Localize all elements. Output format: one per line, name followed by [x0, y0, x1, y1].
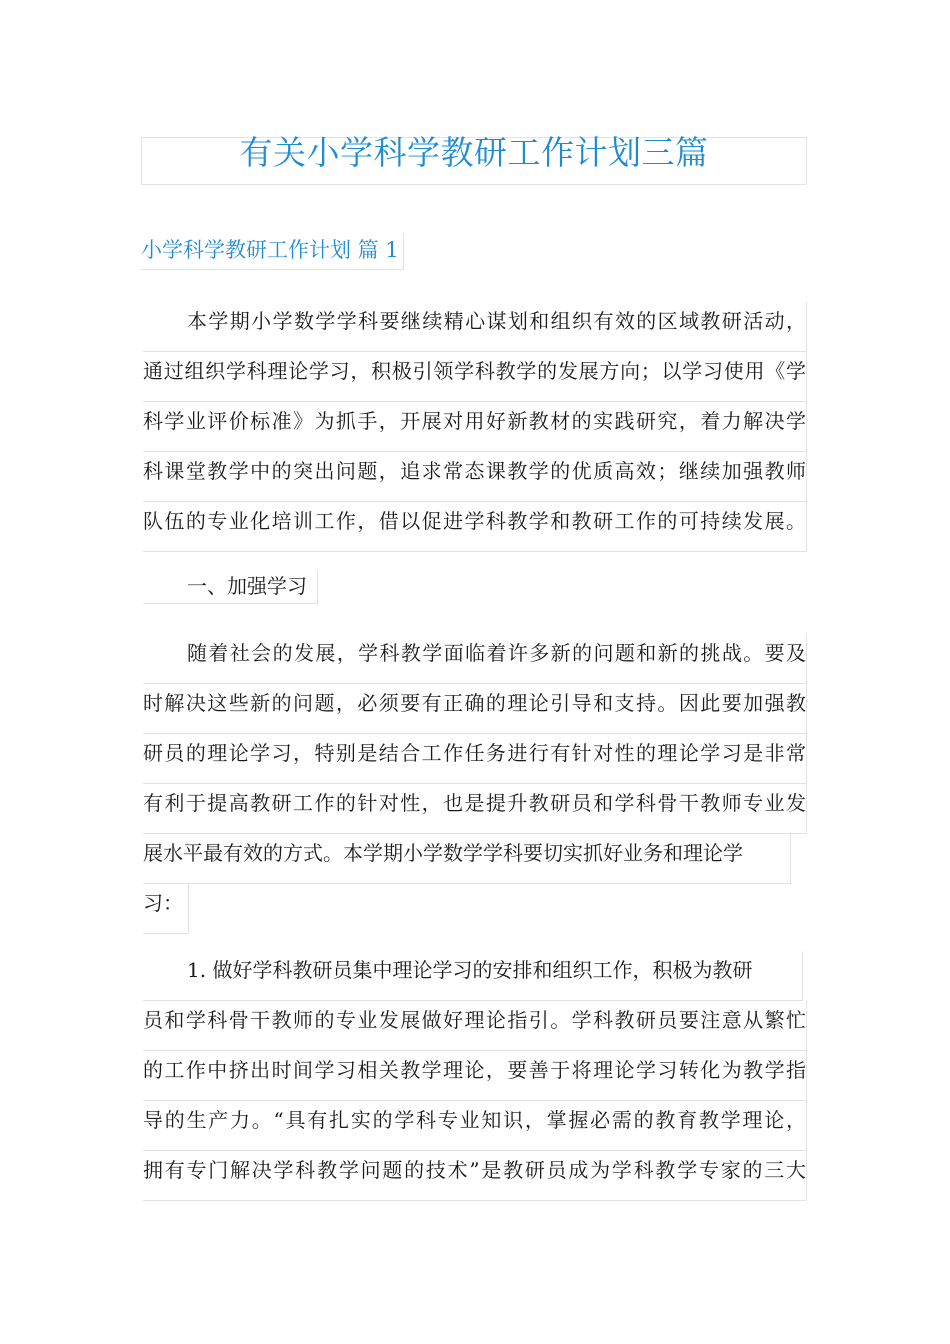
document-title-box: [141, 133, 807, 185]
paragraph-line: 随着社会的发展，学科教学面临着许多新的问题和新的挑战。要及: [143, 634, 807, 684]
paragraph-line: 导的生产力。“具有扎实的学科专业知识，掌握必需的教育教学理论，: [143, 1101, 807, 1151]
paragraph-learning: [143, 634, 807, 934]
paragraph-line: 1. 做好学科教研员集中理论学习的安排和组织工作，积极为教研: [143, 951, 803, 1001]
document-title: 有关小学科学教研工作计划三篇: [239, 133, 709, 172]
paragraph-line: 通过组织学科理论学习，积极引领学科教学的发展方向；以学习使用《学: [143, 352, 807, 402]
paragraph-line: 队伍的专业化培训工作，借以促进学科教学和教研工作的可持续发展。: [143, 502, 807, 552]
paragraph-intro: [143, 302, 807, 552]
paragraph-line: 科课堂教学中的突出问题，追求常态课教学的优质高效；继续加强教师: [143, 452, 807, 502]
paragraph-line: 科学业评价标准》为抓手，开展对用好新教材的实践研究，着力解决学: [143, 402, 807, 452]
paragraph-line: 员和学科骨干教师的专业发展做好理论指引。学科教研员要注意从繁忙: [143, 1001, 807, 1051]
paragraph-line: 拥有专门解决学科教学问题的技术”是教研员成为学科教学专家的三大: [143, 1151, 807, 1201]
paragraph-line: 有利于提高教研工作的针对性，也是提升教研员和学科骨干教师专业发: [143, 784, 807, 834]
paragraph-line: 习：: [143, 884, 189, 934]
paragraph-line: 时解决这些新的问题，必须要有正确的理论引导和支持。因此要加强教: [143, 684, 807, 734]
paragraph-line: 的工作中挤出时间学习相关教学理论，要善于将理论学习转化为教学指: [143, 1051, 807, 1101]
paragraph-line: 展水平最有效的方式。本学期小学数学学科要切实抓好业务和理论学: [143, 834, 791, 884]
paragraph-item-1: [143, 951, 807, 1201]
heading-strengthen-learning: 一、加强学习: [143, 570, 318, 604]
paragraph-line: 本学期小学数学学科要继续精心谋划和组织有效的区域教研活动，: [143, 302, 807, 352]
section-title: 小学科学教研工作计划 篇 1: [141, 233, 404, 270]
paragraph-line: 研员的理论学习，特别是结合工作任务进行有针对性的理论学习是非常: [143, 734, 807, 784]
